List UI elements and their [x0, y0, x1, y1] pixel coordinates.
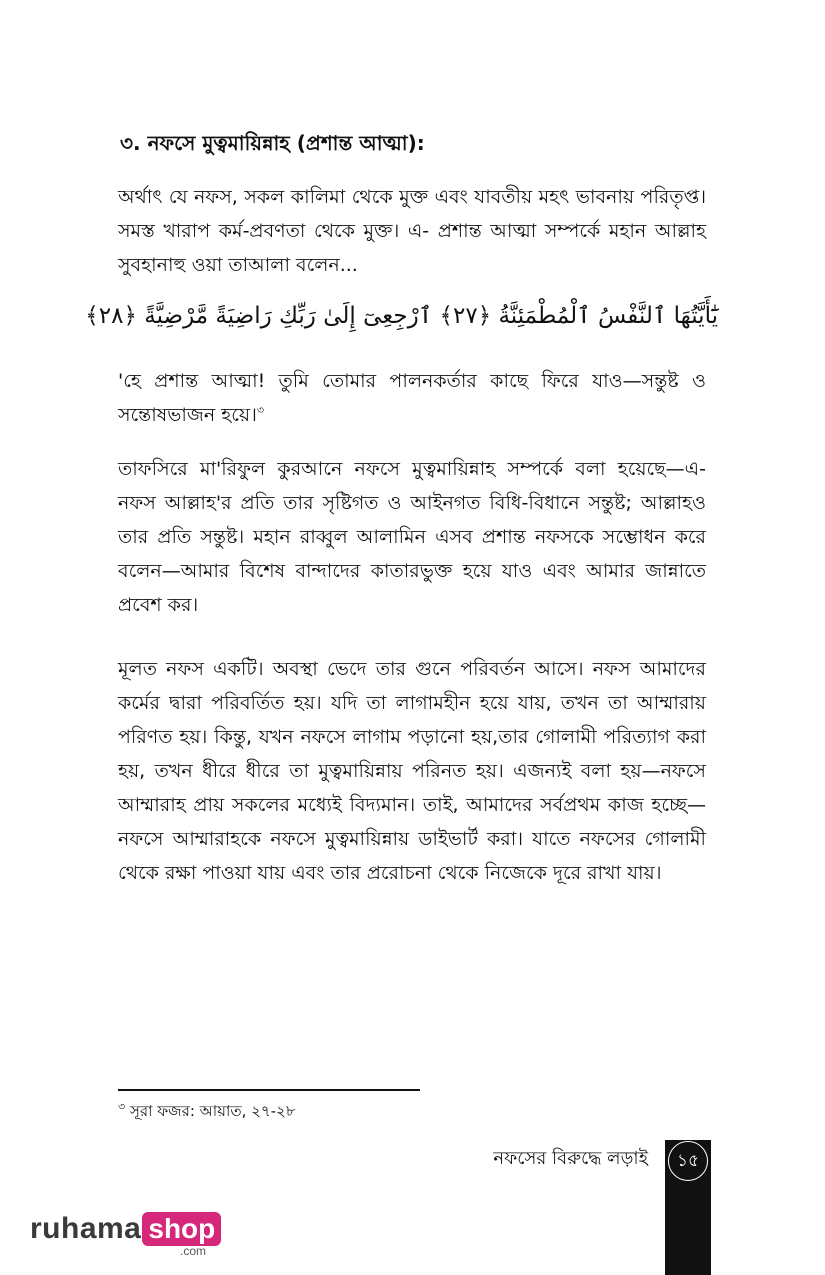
section-heading: ৩. নফসে মুত্বমায়িন্নাহ (প্রশান্ত আত্মা):: [120, 131, 425, 155]
running-title: নফসের বিরুদ্ধে লড়াই: [493, 1148, 648, 1169]
footnote-divider: [118, 1089, 420, 1091]
paragraph-intro: অর্থাৎ যে নফস, সকল কালিমা থেকে মুক্ত এবং যাবতীয় মহৎ ভাবনায় পরিতৃপ্ত। সমস্ত খারাপ কর্ম-প্রবণতা থেকে মুক্ত। এ- প্রশান্ত আত্মা সম্পর্কে মহান আল্লাহ সুবহানাহু ওয়া তাআলা বলেন...: [118, 186, 706, 276]
paragraph-translation: [118, 364, 706, 432]
translation-text: 'হে প্রশান্ত আত্মা! তুমি তোমার পালনকর্তার কাছে ফিরে যাও—সন্তুষ্ট ও সন্তোষভাজন হয়ে।: [118, 370, 706, 426]
footnote-reference[interactable]: ৩: [256, 403, 265, 417]
paragraph-conclusion: মূলত নফস একটি। অবস্থা ভেদে তার গুনে পরিবর্তন আসে। নফস আমাদের কর্মের দ্বারা পরিবর্তিত হয়। যদি তা লাগামহীন হয়ে যায়, তখন তা আম্মারায় পরিণত হয়। কিন্তু, যখন নফসে লাগাম পড়ানো হয়,তার গোলামী পরিত্যাগ করা হয়, তখন ধীরে ধীরে তা মুত্বমায়িন্নায় পরিনত হয়। এজন্যই বলা হয়—নফসে আম্মারাহ প্রায় সকলের মধ্যেই বিদ্যমান। তাই, আমাদের সর্বপ্রথম কাজ হচ্ছে—নফসে আম্মারাহকে নফসে মুত্বমায়িন্নায় ডাইভার্ট করা। যাতে নফসের গোলামী থেকে রক্ষা পাওয়া যায় এবং তার প্ররোচনা থেকে নিজেকে দূরে রাখা যায়।: [118, 658, 706, 884]
quran-verse: يَٰٓأَيَّتُهَا ٱلنَّفْسُ ٱلْمُطْمَئِنَّةُ ﴿٢٧﴾ ٱرْجِعِىٓ إِلَىٰ رَبِّكِ رَاضِيَةً مَّرْضِيَّةً ﴿٢٨﴾: [85, 303, 718, 329]
logo-domain: .com: [180, 1244, 207, 1258]
page-number: ১৫: [668, 1141, 708, 1181]
logo-shop-badge: shop: [142, 1212, 221, 1246]
footnote-text: সূরা ফজর: আয়াত, ২৭-২৮: [129, 1102, 296, 1120]
footnote: [118, 1100, 296, 1122]
footnote-marker: ৩: [118, 1100, 126, 1113]
paragraph-tafsir: তাফসিরে মা'রিফুল কুরআনে নফসে মুত্বমায়িন্নাহ সম্পর্কে বলা হয়েছে—এ- নফস আল্লাহ'র প্রতি তার সৃষ্টিগত ও আইনগত বিধি-বিধানে সন্তুষ্ট; আল্লাহও তার প্রতি সন্তুষ্ট। মহান রাব্বুল আলামিন এসব প্রশান্ত নফসকে সম্ভোধন করে বলেন—আমার বিশেষ বান্দাদের কাতারভুক্ত হয়ে যাও এবং আমার জান্নাতে প্রবেশ কর।: [118, 458, 706, 616]
ruhama-shop-logo: [30, 1212, 221, 1262]
logo-wordmark: ruhama: [30, 1212, 142, 1245]
